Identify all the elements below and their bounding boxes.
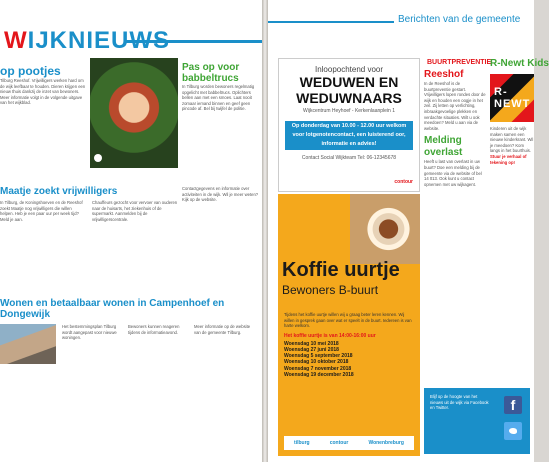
- buurtpreventie-logo-text: BUURTPREVENTIE: [427, 59, 492, 66]
- koffie-date: Woensdag 27 juni 2018: [284, 346, 339, 353]
- melding-body: Heeft u last van overlast in uw buurt? Doe een melding bij de gemeente via de website of bel 14 013. Ook kunt u contact opnemen met uw wijkagent.: [424, 159, 482, 187]
- babbeltrucs-body: In Tilburg worden bewoners regelmatig opgelicht met babbeltrucs. Oplichters bellen aan met een smoes. Laat nooit zomaar iemand binnen en geef geen pincode af. Bel bij twijfel de politie.: [182, 84, 255, 112]
- rnewt-note: Stuur je verhaal of tekening op!: [490, 153, 527, 165]
- koffie-subtitle: Bewoners B-buurt: [282, 283, 379, 297]
- social-banner: [424, 388, 530, 454]
- left-masthead: [0, 0, 262, 54]
- weduwen-location: Wijkcentrum Heyhoef - Kerkenlaanplein 1: [303, 108, 395, 114]
- op-pootjes-body: Tilburg Reeshof. Vrijwilligers werken hard om de wijk leefbaar te houden. Dieren krijgen een nieuw thuis dankzij de inzet van bewoners. Meer informatie volgt in de volgende uitgave van het wijkblad.: [0, 78, 86, 106]
- weduwen-sponsor-logo: contour: [394, 179, 413, 185]
- weduwen-poster: [278, 58, 420, 192]
- sponsor-logo: contour: [329, 440, 349, 446]
- rnewt-body: Kinderen uit de wijk maken samen een nieuwe kinderkrant. Wil je meedoen? Kom langs in het buurthuis.: [490, 126, 534, 154]
- melding-heading: Melding overlast: [424, 135, 463, 159]
- masthead-subtitle: Berichten van de gemeente: [394, 14, 524, 25]
- koffie-dates: [284, 341, 414, 378]
- sponsor-logo: Wonenbreburg: [368, 440, 404, 446]
- reeshof-heading: Reeshof: [424, 69, 464, 80]
- coffee-cup-photo: [350, 194, 420, 264]
- wonen-col2: Bewoners kunnen reageren tijdens de informatieavond.: [128, 324, 180, 335]
- woman-photo: [90, 58, 178, 168]
- op-pootjes-heading: op pootjes: [0, 64, 61, 78]
- weduwen-top: Inloopochtend voor: [314, 65, 384, 74]
- wonen-col3: Meer informatie op de website van de gemeente Tilburg.: [194, 324, 251, 335]
- rnewt-art-text: R-NEWT: [494, 86, 531, 110]
- masthead-title: [0, 27, 171, 54]
- facebook-icon[interactable]: f: [504, 396, 522, 414]
- rnewt-heading: R-Newt Kids: [490, 58, 549, 69]
- right-masthead-rule: [268, 21, 394, 23]
- vrijwilligers-article: [0, 186, 180, 222]
- koffie-when: Het koffie uurtje is van 14:00-16:00 uur: [284, 332, 376, 339]
- twitter-icon[interactable]: [504, 422, 522, 440]
- mid-column-text: Contactgegevens en informatie over activiteiten in de wijk. Wil je meer weten? Kijk op de website.: [182, 186, 259, 203]
- rnewt-poster-art: [490, 74, 534, 122]
- buurtpreventie-logo: [424, 58, 492, 67]
- wonen-col1: Het bestemmingsplan Tilburg wordt aangepast voor nieuwe woningen.: [62, 324, 117, 341]
- babbeltrucs-heading: Pas op voor babbeltrucs: [182, 62, 240, 84]
- right-page: [268, 0, 549, 462]
- wonen-columns: [0, 324, 262, 364]
- koffie-date: Woensdag 10 oktober 2018: [284, 359, 349, 366]
- social-text: Blijf op de hoogte van het nieuws uit de wijk via Facebook en Twitter.: [430, 394, 489, 411]
- vrijwilligers-col2: Chauffeurs gezocht voor vervoer van ouderen naar de huisarts, het ziekenhuis of de supermarkt. Aanmelden bij de vrijwilligerscentrale.: [92, 200, 178, 222]
- op-pootjes-article: [0, 64, 88, 106]
- vrijwilligers-columns: [0, 200, 180, 222]
- wonen-article: [0, 298, 262, 364]
- koffie-title: Koffie uurtje: [282, 259, 400, 281]
- vrijwilligers-col1: In Tilburg, de Koningshoeven en de Reeshof zoekt Maatje nog vrijwilligers die willen helpen. Heb je een paar uur per week tijd? Meld je aan.: [0, 200, 83, 222]
- koffie-body: [284, 312, 414, 378]
- koffie-date: Woensdag 19 december 2018: [284, 371, 354, 378]
- koffie-date: Woensdag 7 november 2018: [284, 365, 352, 372]
- koffie-date: Woensdag 10 mei 2018: [284, 340, 339, 347]
- right-masthead: [268, 0, 534, 54]
- left-page: [0, 0, 262, 462]
- masthead-title-accent: W: [4, 27, 28, 54]
- koffie-date: Woensdag 5 september 2018: [284, 353, 353, 360]
- koffie-sponsor-logos: [284, 436, 414, 450]
- sponsor-logo: tilburg: [294, 440, 310, 446]
- poster-column: [278, 58, 420, 456]
- reeshof-body: In de Reeshof is de buurtpreventie gestart. Vrijwilligers lopen rondes door de wijk en houden een oogje in het zeil. Zij letten op verlichting, inbraakgevoelige plekken en verdachte situaties. Wilt u ook meedoen? Meld u aan via de website.: [424, 81, 486, 131]
- vrijwilligers-heading: Maatje zoekt vrijwilligers: [0, 186, 118, 197]
- wonen-photo: [0, 324, 56, 364]
- rnewt-column: [490, 58, 549, 165]
- buurtpreventie-column: [424, 58, 492, 187]
- photo-badge: [94, 154, 102, 162]
- weduwen-title1: WEDUWEN EN: [299, 74, 399, 90]
- weduwen-time-bar: Op donderdag van 10.00 - 12.00 uur welkom voor lotgenotencontact, een luisterend oor, informatie en advies!: [285, 121, 413, 150]
- babbeltrucs-article: [182, 62, 260, 112]
- wonen-heading: Wonen en betaalbaar wonen in Campenhoef en Dongewijk: [0, 298, 225, 320]
- masthead-title-rest: IJKNIEUWS: [27, 27, 171, 54]
- koffie-description: Tijdens het koffie uurtje willen wij u graag beter leren kennen. Wij willen in gesprek gaan over wat er speelt in de buurt. Iedereen is van harte welkom.: [284, 312, 412, 329]
- weduwen-contact: Contact Social Wijkteam Tel: 06-12345678: [301, 155, 397, 161]
- weduwen-title2: WEDUWNAARS: [296, 90, 402, 106]
- koffie-poster: [278, 194, 420, 456]
